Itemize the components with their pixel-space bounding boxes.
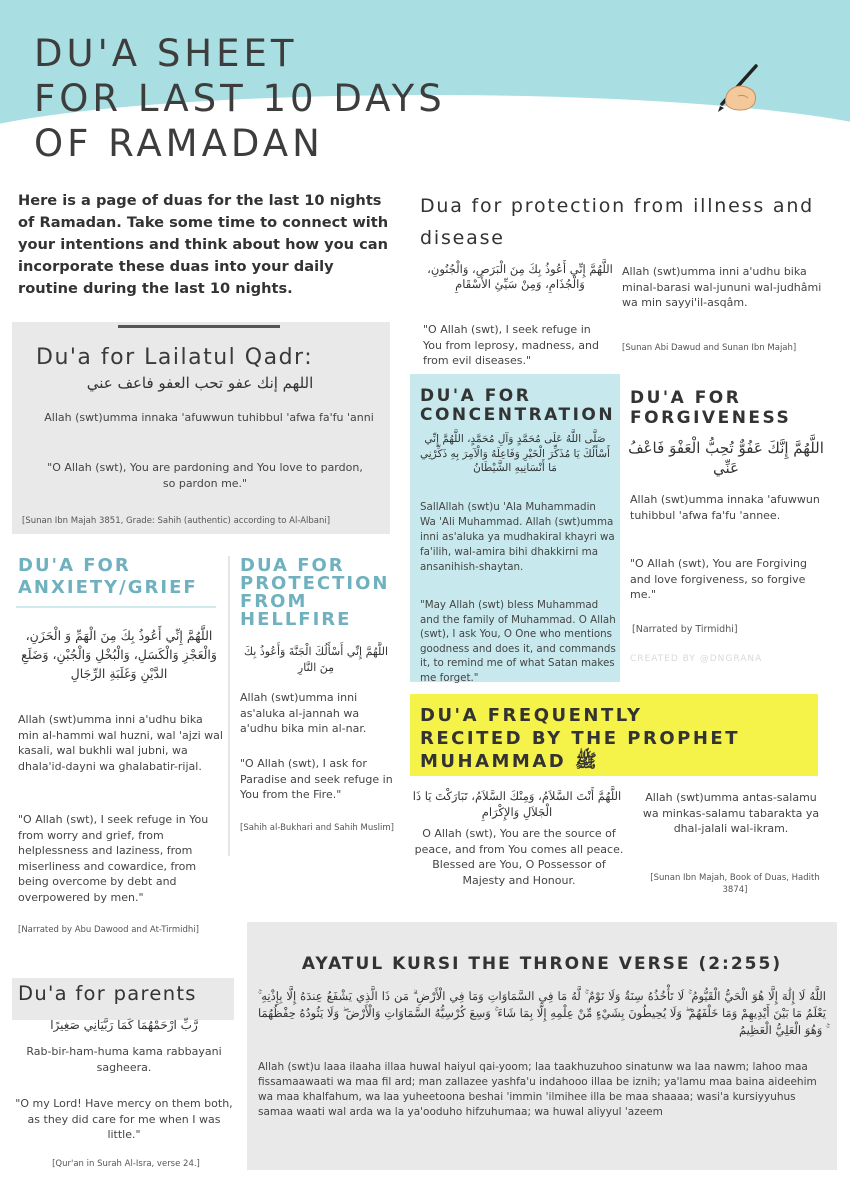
writing-hand-icon: [708, 60, 768, 115]
hellfire-source: [Sahih al-Bukhari and Sahih Muslim]: [240, 823, 394, 833]
lailatul-qadr-translation: "O Allah (swt), You are pardoning and You love to pardon, so pardon me.": [47, 461, 363, 490]
prophet-translation: O Allah (swt), You are the source of peace, and from You comes all peace. Blessed are You, O Possessor of Majesty and Honour.: [414, 827, 624, 887]
hellfire-arabic: اللَّهُمَّ إِنِّي أَسْأَلُكَ الْجَنَّةَ وَأَعُوذُ بِكَ مِنَ النَّارِ: [243, 645, 389, 674]
concentration-arabic: صَلَّى اللَّهُ عَلَى مُحَمَّدٍ وَآلِ مُحَمَّدٍ، اللَّهُمَّ إِنِّي أَسْأَلُكَ يَا مُذَكِّرَ الْخَيْرِ وَفَاعِلَهُ وَالْآمِرَ بِهِ ذَكِّرْنِي مَا أَنْسَانِيهِ الشَّيْطَانُ: [420, 433, 610, 474]
lailatul-qadr-source: [Sunan Ibn Majah 3851, Grade: Sahih (authentic) according to Al-Albani]: [22, 516, 331, 526]
page-title-line-1: DU'A SHEET: [34, 32, 298, 75]
watermark: CREATED BY @DNGRANA: [630, 654, 763, 664]
concentration-heading-2: CONCENTRATION: [420, 405, 616, 425]
prophet-transliteration: Allah (swt)umma antas-salamu wa minkas-salamu tabarakta ya dhal-jalali wal-ikram.: [642, 791, 820, 835]
illness-heading: Dua for protection from illness and disease: [420, 195, 815, 249]
lailatul-qadr-heading: Du'a for Lailatul Qadr:: [36, 345, 314, 370]
prophet-heading-2: RECITED BY THE PROPHET: [420, 728, 740, 749]
illness-transliteration: Allah (swt)umma inni a'udhu bika minal-barasi wal-jununi wal-judhâmi wa min sayyi'il-asqâm.: [622, 265, 822, 309]
concentration-transliteration: SallAllah (swt)u 'Ala Muhammadin Wa 'Ali Muhammad. Allah (swt)umma inni as'aluka ya mudhakiral khayri wa fa'ilih, wal-amira bihi dhakkirni ma ansanihish-shaytan.: [420, 501, 615, 573]
anxiety-translation: "O Allah (swt), I seek refuge in You from worry and grief, from helplessness and laziness, from miserliness and cowardice, from being overcome by debt and overpowered by men.": [18, 813, 209, 904]
hellfire-transliteration: Allah (swt)umma inni as'aluka al-jannah wa a'udhu bika min al-nar.: [240, 691, 367, 735]
page-title-line-3: OF RAMADAN: [34, 122, 324, 165]
parents-transliteration: Rab-bir-ham-huma kama rabbayani sagheera.: [26, 1045, 222, 1074]
parents-translation: "O my Lord! Have mercy on them both, as they did care for me when I was little.": [15, 1097, 233, 1141]
hellfire-heading-4: HELLFIRE: [240, 609, 352, 630]
parents-heading: Du'a for parents: [18, 982, 197, 1005]
anxiety-source: [Narrated by Abu Dawood and At-Tirmidhi]: [18, 925, 199, 935]
divider: [16, 606, 216, 608]
hellfire-heading-3: FROM: [240, 591, 308, 612]
prophet-heading-1: DU'A FREQUENTLY: [420, 705, 643, 726]
concentration-translation: "May Allah (swt) bless Muhammad and the family of Muhammad. O Allah (swt), I ask You, O One who mentions goodness and does it, and commands it, to remind me of what Satan makes me forget.": [420, 599, 616, 684]
forgiveness-transliteration: Allah (swt)umma innaka 'afuwwun tuhibbul 'afwa fa'fu 'annee.: [630, 493, 820, 522]
illness-arabic: اللَّهُمَّ إِنِّي أَعُوذُ بِكَ مِنَ الْبَرَصِ، وَالْجُنُونِ، وَالْجُذَامِ، وَمِنْ سَيِّئِ الأَسْقَامِ: [427, 262, 613, 291]
forgiveness-heading-1: DU'A FOR: [630, 388, 742, 408]
forgiveness-arabic: اللَّهُمَّ إِنَّكَ عَفُوٌّ تُحِبُّ الْعَفْوَ فَاعْفُ عَنِّي: [628, 439, 824, 477]
intro-text: Here is a page of duas for the last 10 nights of Ramadan. Take some time to connect with your intentions and think about how you can incorporate these duas into your daily routine during the last 10 nights.: [18, 192, 389, 297]
anxiety-heading-2: ANXIETY/GRIEF: [18, 577, 198, 598]
divider: [228, 556, 230, 856]
prophet-source: [Sunan Ibn Majah, Book of Duas, Hadith 3874]: [650, 873, 820, 895]
anxiety-transliteration: Allah (swt)umma inni a'udhu bika min al-hammi wal huzni, wal 'ajzi wal kasali, wal bukhli wal jubni, wa dhala'id-dayni wa ghalabatir-rijal.: [18, 713, 223, 773]
hellfire-translation: "O Allah (swt), I ask for Paradise and seek refuge in You from the Fire.": [240, 757, 393, 801]
lailatul-qadr-arabic: اللهم إنك عفو تحب العفو فاعف عني: [86, 374, 314, 392]
prophet-arabic: اللَّهُمَّ أَنْتَ السَّلاَمُ، وَمِنْكَ السَّلاَمُ، تَبَارَكْتَ يَا ذَا الْجَلاَلِ وَالإِكْرَامِ: [412, 789, 622, 819]
kursi-arabic: اللَّهُ لَا إِلَٰهَ إِلَّا هُوَ الْحَيُّ الْقَيُّومُ ۚ لَا تَأْخُذُهُ سِنَةٌ وَلَا نَوْمٌ ۚ لَّهُ مَا فِي السَّمَاوَاتِ وَمَا فِي الْأَرْضِ ۗ مَن ذَا الَّذِي يَشْفَعُ عِندَهُ إِلَّا بِإِذْنِهِ ۚ يَعْلَمُ مَا بَيْنَ أَيْدِيهِمْ وَمَا خَلْفَهُمْ ۖ وَلَا يُحِيطُونَ بِشَيْءٍ مِّنْ عِلْمِهِ إِلَّا بِمَا شَاءَ ۚ وَسِعَ كُرْسِيُّهُ السَّمَاوَاتِ وَالْأَرْضَ ۖ وَلَا يَئُودُهُ حِفْظُهُمَا ۚ وَهُوَ الْعَلِيُّ الْعَظِيمُ: [258, 989, 826, 1037]
hellfire-heading-1: DUA FOR: [240, 555, 345, 576]
hellfire-heading-2: PROTECTION: [240, 573, 390, 594]
lailatul-qadr-transliteration: Allah (swt)umma innaka 'afuwwun tuhibbul 'afwa fa'fu 'anni: [44, 411, 374, 424]
forgiveness-source: [Narrated by Tirmidhi]: [632, 624, 738, 635]
divider: [118, 325, 280, 328]
parents-arabic: رَّبِّ ارْحَمْهُمَا كَمَا رَبَّيَانِي صَغِيرًا: [50, 1018, 198, 1032]
kursi-transliteration: Allah (swt)u laaa ilaaha illaa huwal haiyul qai-yoom; laa taakhuzuhoo sinatunw wa laa nawm; lahoo maa fissamaawaati wa maa fil ard; man zallazee yashfa'u indahooo illaa be iznih; ya'lamu maa baina aideehim wa maa khalfahum, wa laa yuheetoona beshai 'immin 'ilmihee illa be maa shaaaa; wasi'a kursiyyuhus samaa waati wal arda wa la ya'ooduho hifzuhumaa; wa huwal aliyyul 'azeem: [258, 1061, 817, 1118]
prophet-heading-3: MUHAMMAD ﷺ: [420, 751, 597, 772]
page-title-line-2: FOR LAST 10 DAYS: [34, 77, 446, 120]
parents-source: [Qur'an in Surah Al-Isra, verse 24.]: [52, 1159, 200, 1169]
forgiveness-heading-2: FORGIVENESS: [630, 408, 792, 428]
anxiety-arabic: اللَّهُمَّ إِنِّي أَعُوذُ بِكَ مِنَ الْهَمِّ وَ الْحَزَنِ، وَالْعَجْزِ وَالْكَسَلِ، وَالْبُخْلِ وَالْجُبْنِ، وَضَلَعِ الدَّيْنِ وَغَلَبَةِ الرِّجَالِ: [21, 628, 217, 681]
illness-translation: "O Allah (swt), I seek refuge in You from leprosy, madness, and from evil diseases.": [423, 323, 599, 367]
kursi-heading: AYATUL KURSI THE THRONE VERSE (2:255): [301, 954, 783, 974]
forgiveness-translation: "O Allah (swt), You are Forgiving and love forgiveness, so forgive me.": [630, 557, 807, 601]
illness-source: [Sunan Abi Dawud and Sunan Ibn Majah]: [622, 343, 797, 353]
anxiety-heading-1: DU'A FOR: [18, 555, 131, 576]
concentration-heading-1: DU'A FOR: [420, 386, 532, 406]
